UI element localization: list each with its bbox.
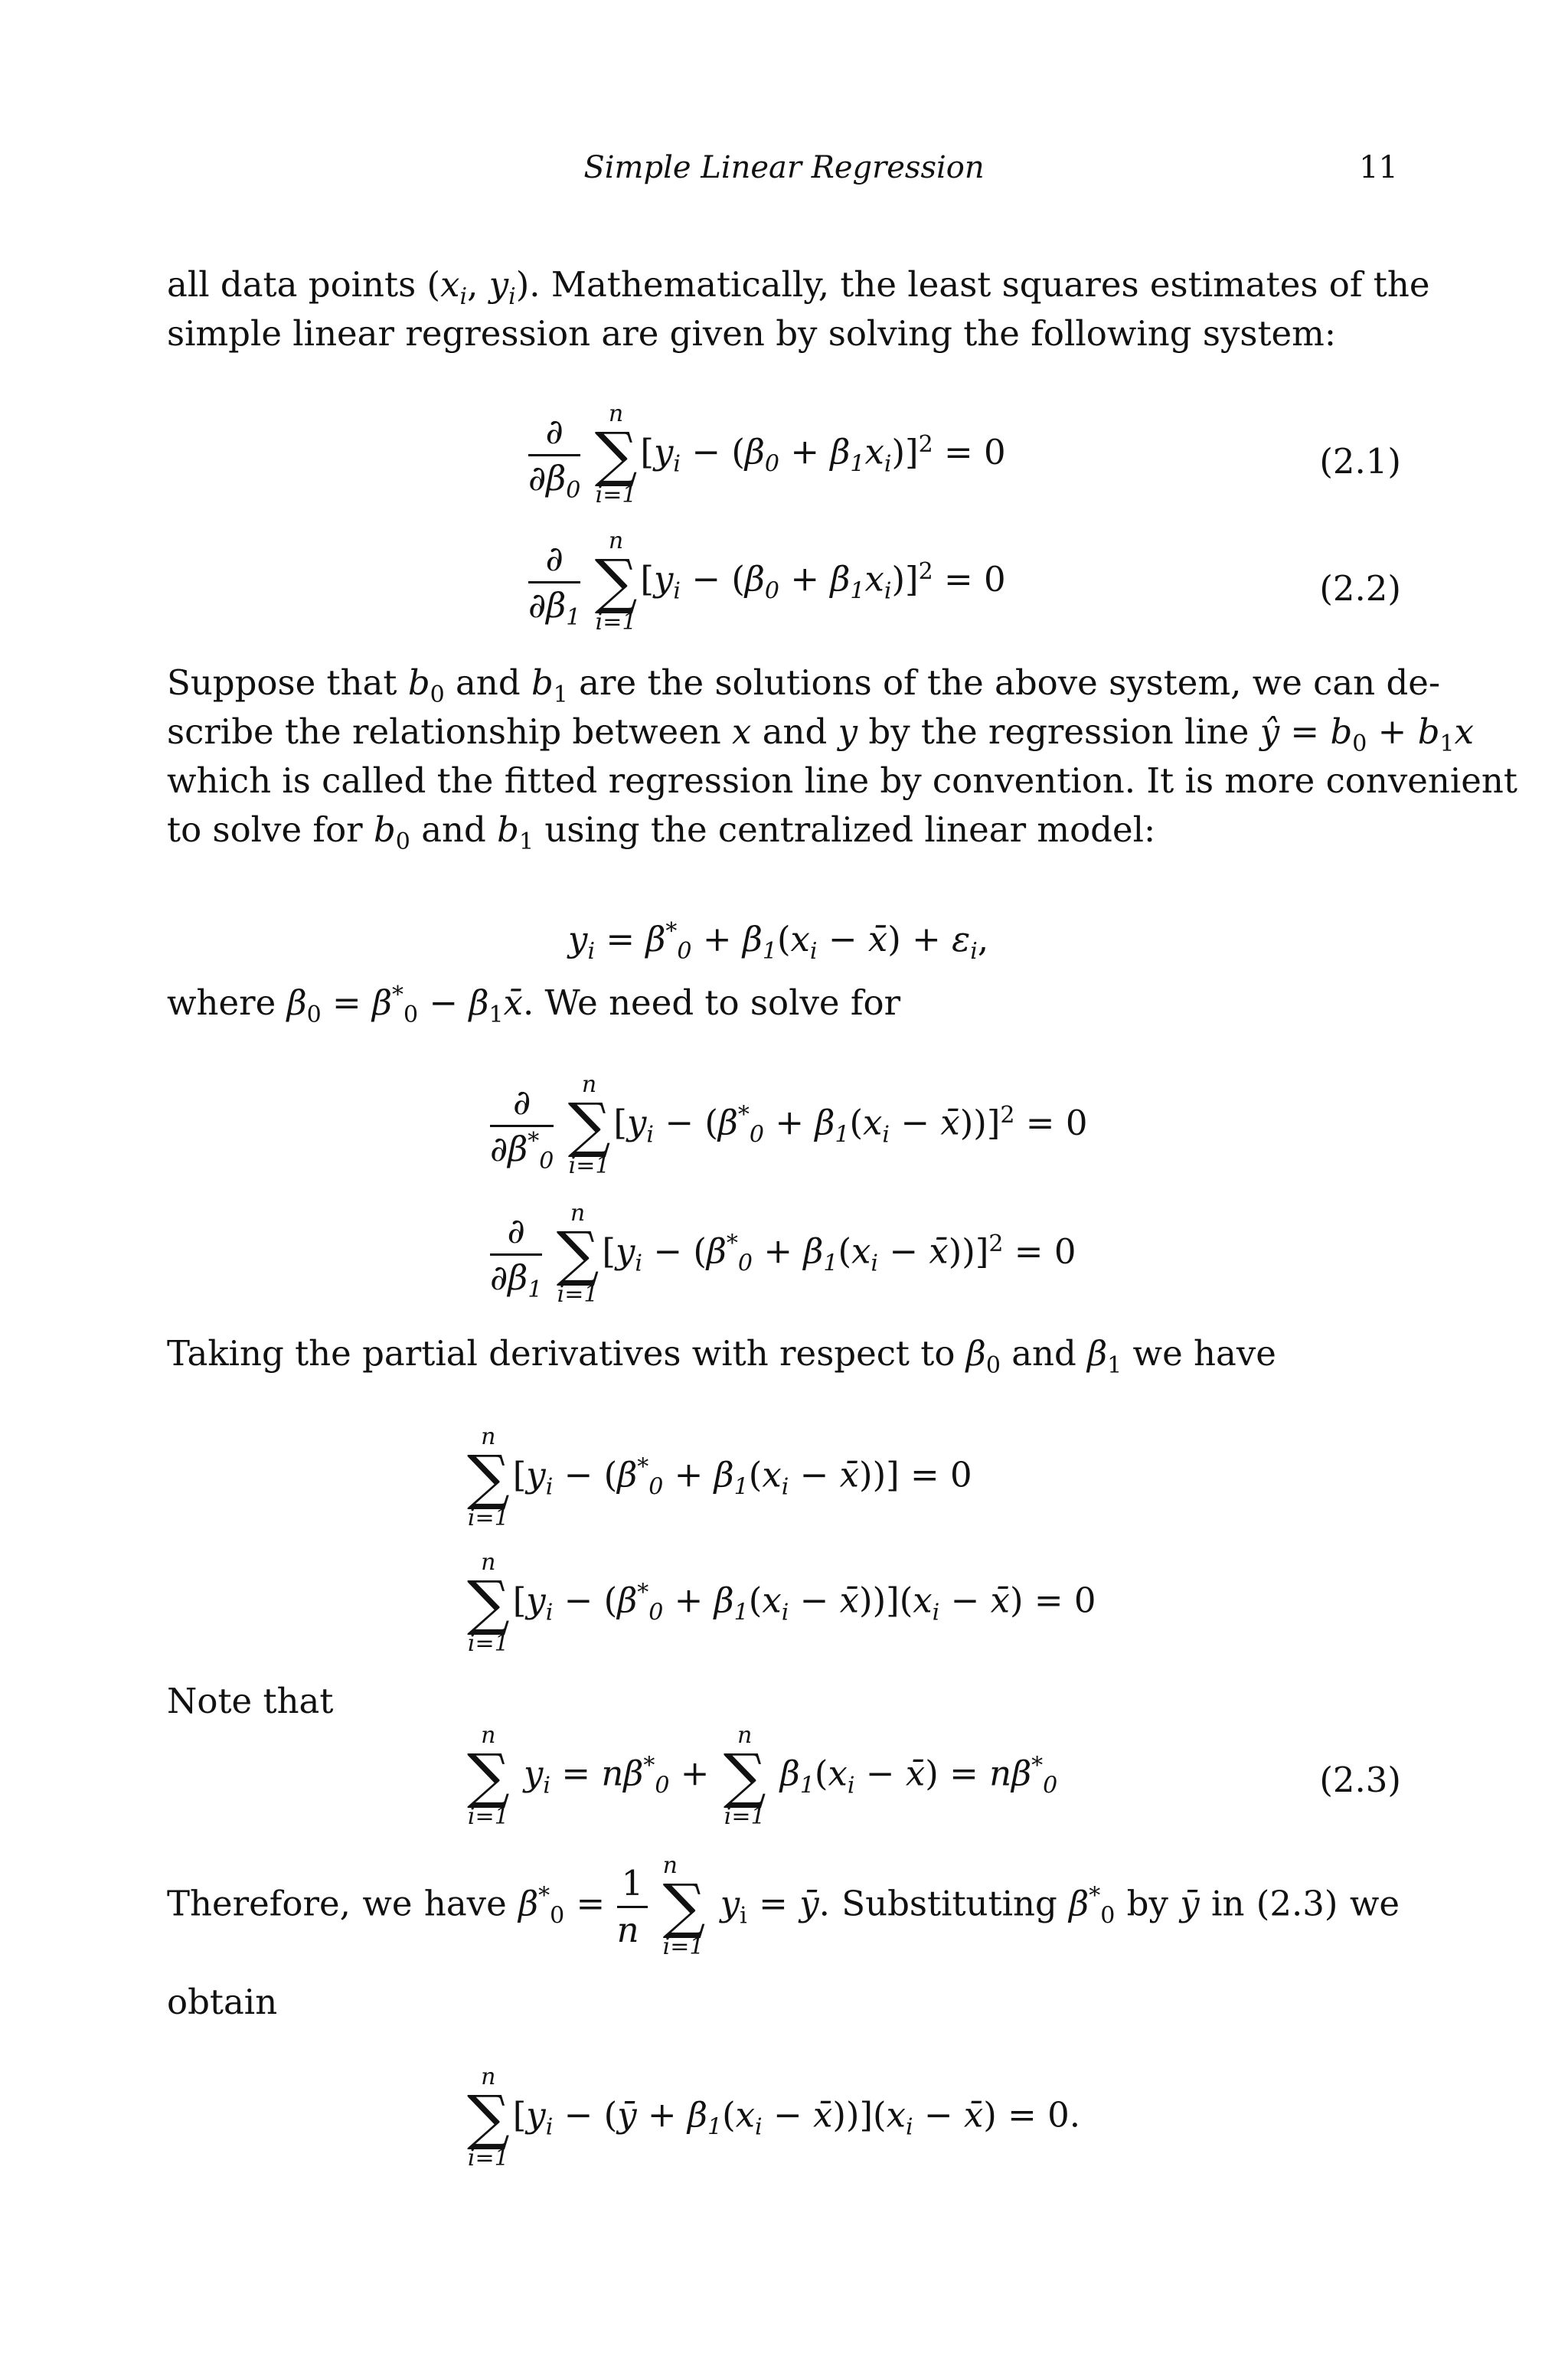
equation-centralized-partial-2: $\frac{\partial}{\partial\beta_1}$ n ∑ i=1 [$y_i - (\beta^*_0 + \beta_1(x_i$ − x̄))]$^2$ = 0	[490, 1200, 1076, 1308]
page-header	[0, 150, 1568, 196]
page-number: 11	[1359, 150, 1398, 185]
equation-derivative-2: n ∑ i=1 [$y_i - (\beta^*_0 + \beta_1(x_i$ − $x̄))](x_i$ − x̄) = 0	[467, 1549, 1096, 1657]
text-line: Taking the partial derivatives with respect to $\beta_0$ and $\beta_1$ we have	[167, 1333, 1276, 1379]
summation: n ∑ i=1	[594, 528, 638, 636]
summation: n ∑ i=1	[467, 1549, 510, 1657]
equation-final: n ∑ i=1 [$y_i$ − (ȳ + $\beta_1(x_i$ − $x̄))](x_i$ − x̄) = 0.	[467, 2064, 1081, 2172]
text-line: Therefore, we have $\beta^*_0$ = $\frac{1}{n}$ n ∑ i=1 $y_i$ = ȳ. Substituting $\beta^*_0$ by ȳ in (2.3) we	[167, 1852, 1400, 1960]
text-line: simple linear regression are given by solving the following system:	[167, 313, 1336, 354]
text-line: which is called the fitted regression line by convention. It is more convenient	[167, 760, 1517, 801]
equation-2-1: $\frac{\partial}{\partial\beta_0}$ n ∑ i=1 $[y_i - (\beta_0 + \beta_1x_i)]^2 = 0$	[528, 400, 1006, 508]
text-line: all data points ($x_i$, $y_i$). Mathematically, the least squares estimates of the	[167, 264, 1430, 310]
paragraph-therefore	[167, 1853, 1400, 2044]
text-line: obtain	[167, 1982, 278, 2022]
summation: n ∑ i=1	[467, 1722, 510, 1830]
running-title: Simple Linear Regression	[583, 150, 985, 185]
partial-fraction: $\frac{\partial}{\partial\beta_1}$	[528, 538, 581, 631]
text-line: scribe the relationship between x and y by the regression line ŷ = $b_0 + b_1x$	[167, 711, 1474, 757]
equation-derivative-1: n ∑ i=1 [$y_i - (\beta^*_0 + \beta_1(x_i$ − x̄))] = 0	[467, 1423, 972, 1531]
equation-number: (2.3)	[1319, 1760, 1401, 1800]
equation-number: (2.1)	[1319, 441, 1401, 482]
equation-centralized-model: $y_i = \beta^*_0 + \beta_1(x_i$ − x̄) + $\varepsilon_i$,	[568, 918, 989, 965]
equation-centralized-partial-1: $\frac{\partial}{\partial\beta^*_0}$ n ∑ i=1 [$y_i - (\beta^*_0 + \beta_1(x_i$ − x̄))]$^2$ = 0	[490, 1071, 1088, 1179]
text-line: to solve for $b_0$ and $b_1$ using the centralized linear model:	[167, 809, 1156, 855]
text-line: Note that	[167, 1681, 334, 1721]
paragraph-partial-derivatives	[167, 1329, 1400, 1378]
text-line: Suppose that $b_0$ and $b_1$ are the solutions of the above system, we can de-	[167, 662, 1441, 708]
paragraph-intro	[167, 260, 1430, 358]
summation: n ∑ i=1	[594, 400, 638, 508]
summation: n ∑ i=1	[467, 2064, 510, 2172]
summation: n ∑ i=1	[556, 1200, 599, 1308]
text-line: where $\beta_0 = \beta^*_0$ − $\beta_1x̄$. We need to solve for	[167, 982, 901, 1028]
partial-fraction: $\frac{\partial}{\partial\beta_1}$	[490, 1210, 543, 1303]
equation-2-2: $\frac{\partial}{\partial\beta_1}$ n ∑ i=1 $[y_i - (\beta_0 + \beta_1x_i)]^2 = 0$	[528, 528, 1006, 636]
equation-2-3: n ∑ i=1 $y_i = n\beta^*_0$ + n ∑ i=1 $\beta_1(x_i$ − x̄) = $n\beta^*_0$	[467, 1722, 1058, 1830]
partial-fraction: $\frac{\partial}{\partial\beta^*_0}$	[490, 1081, 554, 1175]
summation: n ∑ i=1	[567, 1071, 611, 1179]
partial-fraction: $\frac{\partial}{\partial\beta_0}$	[528, 410, 581, 504]
equation-number: (2.2)	[1319, 568, 1401, 609]
paragraph-fitted-line	[167, 658, 1517, 855]
fraction: $\frac{1}{n}$	[617, 1863, 648, 1951]
paragraph-note	[167, 1677, 1400, 1726]
summation: n ∑ i=1	[723, 1722, 766, 1830]
summation: n ∑ i=1	[662, 1852, 706, 1960]
summation: n ∑ i=1	[467, 1423, 510, 1531]
paragraph-where	[167, 979, 1400, 1028]
